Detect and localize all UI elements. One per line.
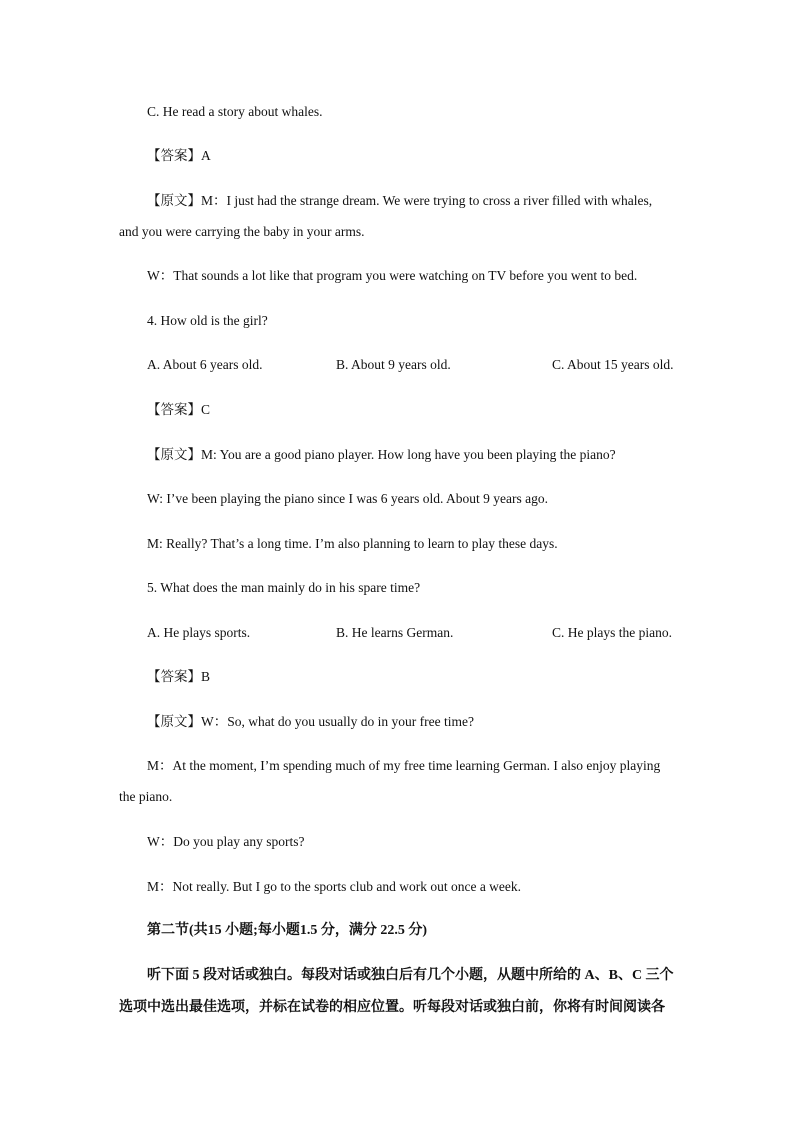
- q5-transcript-line: M：At the moment, I’m spending much of my free time learning German. I also enjoy playing: [147, 758, 661, 773]
- q3-answer: 【答案】A: [147, 148, 211, 163]
- q4-option-b: B. About 9 years old.: [336, 357, 451, 372]
- q5-answer: 【答案】B: [147, 669, 211, 684]
- q4-transcript-line: W: I’ve been playing the piano since I was 6 years old. About 9 years ago.: [147, 491, 549, 506]
- q5-question: 5. What does the man mainly do in his spare time?: [147, 580, 421, 595]
- q5-option-c: C. He plays the piano.: [552, 625, 672, 640]
- q3-transcript-line: 【原文】M：I just had the strange dream. We were trying to cross a river filled with whales,: [147, 193, 653, 208]
- q3-option-c: C. He read a story about whales.: [147, 104, 323, 119]
- q5-option-a: A. He plays sports.: [147, 625, 251, 640]
- section-heading: 第二节(共15 小题;每小题1.5 分，满分 22.5 分): [147, 923, 427, 938]
- q4-options-row: [0, 355, 794, 375]
- q4-option-a: A. About 6 years old.: [147, 357, 263, 372]
- q5-transcript-line: W：Do you play any sports?: [147, 834, 305, 849]
- q5-options-row: [0, 623, 794, 643]
- q5-transcript-line: 【原文】W：So, what do you usually do in your free time?: [147, 714, 474, 729]
- q5-transcript-line: M：Not really. But I go to the sports club and work out once a week.: [147, 879, 522, 894]
- q4-transcript-line: 【原文】M: You are a good piano player. How long have you been playing the piano?: [147, 447, 616, 462]
- q4-transcript-line: M: Really? That’s a long time. I’m also planning to learn to play these days.: [147, 536, 558, 551]
- q3-transcript-line: W：That sounds a lot like that program you were watching on TV before you went to bed.: [147, 268, 638, 283]
- q5-transcript-line: the piano.: [119, 789, 173, 804]
- instructions-line: 听下面 5 段对话或独白。每段对话或独白后有几个小题，从题中所给的 A、B、C 三个: [147, 968, 674, 983]
- instructions-line: 选项中选出最佳选项，并标在试卷的相应位置。听每段对话或独白前，你将有时间阅读各: [119, 1000, 665, 1015]
- q4-question: 4. How old is the girl?: [147, 313, 268, 328]
- q3-transcript-line: and you were carrying the baby in your arms.: [119, 224, 365, 239]
- q4-option-c: C. About 15 years old.: [552, 357, 674, 372]
- q4-answer: 【答案】C: [147, 402, 211, 417]
- q5-option-b: B. He learns German.: [336, 625, 454, 640]
